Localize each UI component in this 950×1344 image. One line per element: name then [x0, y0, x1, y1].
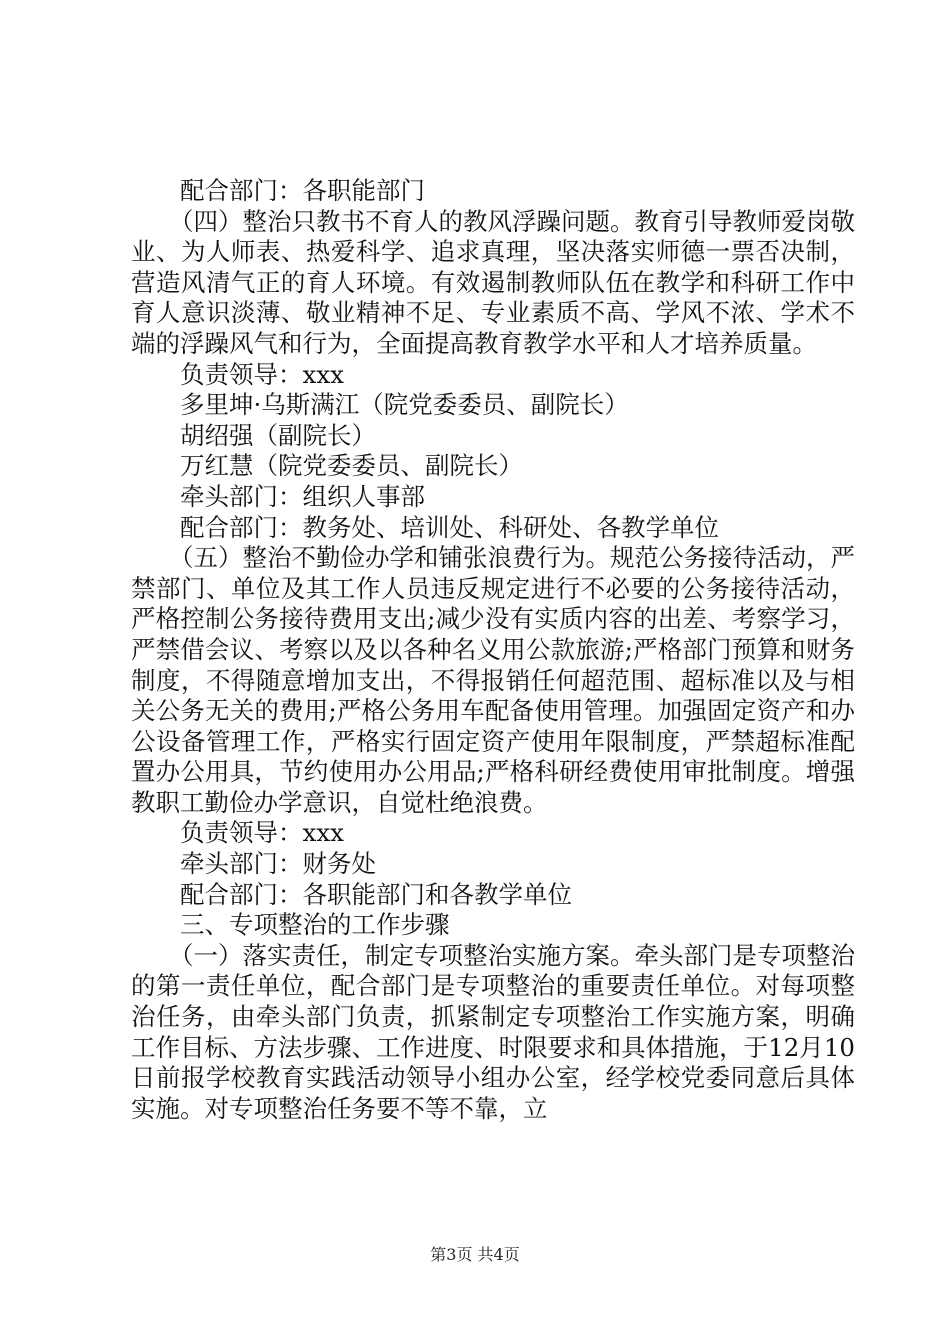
- paragraph-section-4: （四）整治只教书不育人的教风浮躁问题。教育引导教师爱岗敬业、为人师表、热爱科学、追求真理，坚决落实师德一票否决制，营造风清气正的育人环境。有效遏制教师队伍在教学和科研工作中育人意识淡薄、敬业精神不足、专业素质不高、学风不浓、学术不端的浮躁风气和行为，全面提高教育教学水平和人才培养质量。: [131, 206, 855, 358]
- text-line-leader-3: 胡绍强（副院长）: [180, 420, 376, 450]
- text-line-coop-dept-2: 配合部门：教务处、培训处、科研处、各教学单位: [180, 512, 719, 542]
- text-line-coop-dept-1: 配合部门：各职能部门: [180, 176, 425, 205]
- paragraph-section-5: （五）整治不勤俭办学和铺张浪费行为。规范公务接待活动，严禁部门、单位及其工作人员违反规定进行不必要的公务接待活动，严格控制公务接待费用支出;减少没有实质内容的出差、考察学习，严禁借会议、考察以及以各种名义用公款旅游;严格部门预算和财务制度，不得随意增加支出，不得报销任何超范围、超标准以及与相关公务无关的费用;严格公务用车配备使用管理。加强固定资产和办公设备管理工作，严格实行固定资产使用年限制度，严禁超标准配置办公用具，节约使用办公用品;严格科研经费使用审批制度。增强教职工勤俭办学意识，自觉杜绝浪费。: [131, 543, 855, 817]
- text-line-leader-4: 万红慧（院党委委员、副院长）: [180, 451, 523, 481]
- text-line-lead-dept-2: 牵头部门：财务处: [180, 849, 376, 879]
- document-body: [131, 176, 855, 1124]
- section-heading-3: 三、专项整治的工作步骤: [180, 910, 450, 940]
- page-number-footer: 第3页 共4页: [430, 1245, 520, 1264]
- text-line-leader-5: 负责领导：xxx: [180, 818, 344, 848]
- text-line-coop-dept-3: 配合部门：各职能部门和各教学单位: [180, 879, 572, 909]
- text-line-leader-1: 负责领导：xxx: [180, 359, 344, 389]
- text-line-lead-dept-1: 牵头部门：组织人事部: [180, 481, 425, 511]
- text-line-leader-2: 多里坤·乌斯满江（院党委委员、副院长）: [180, 390, 629, 420]
- paragraph-step-1: （一）落实责任，制定专项整治实施方案。牵头部门是专项整治的第一责任单位，配合部门是专项整治的重要责任单位。对每项整治任务，由牵头部门负责，抓紧制定专项整治工作实施方案，明确工作目标、方法步骤、工作进度、时限要求和具体措施，于12月10日前报学校教育实践活动领导小组办公室，经学校党委同意后具体实施。对专项整治任务要不等不靠，立: [131, 940, 855, 1123]
